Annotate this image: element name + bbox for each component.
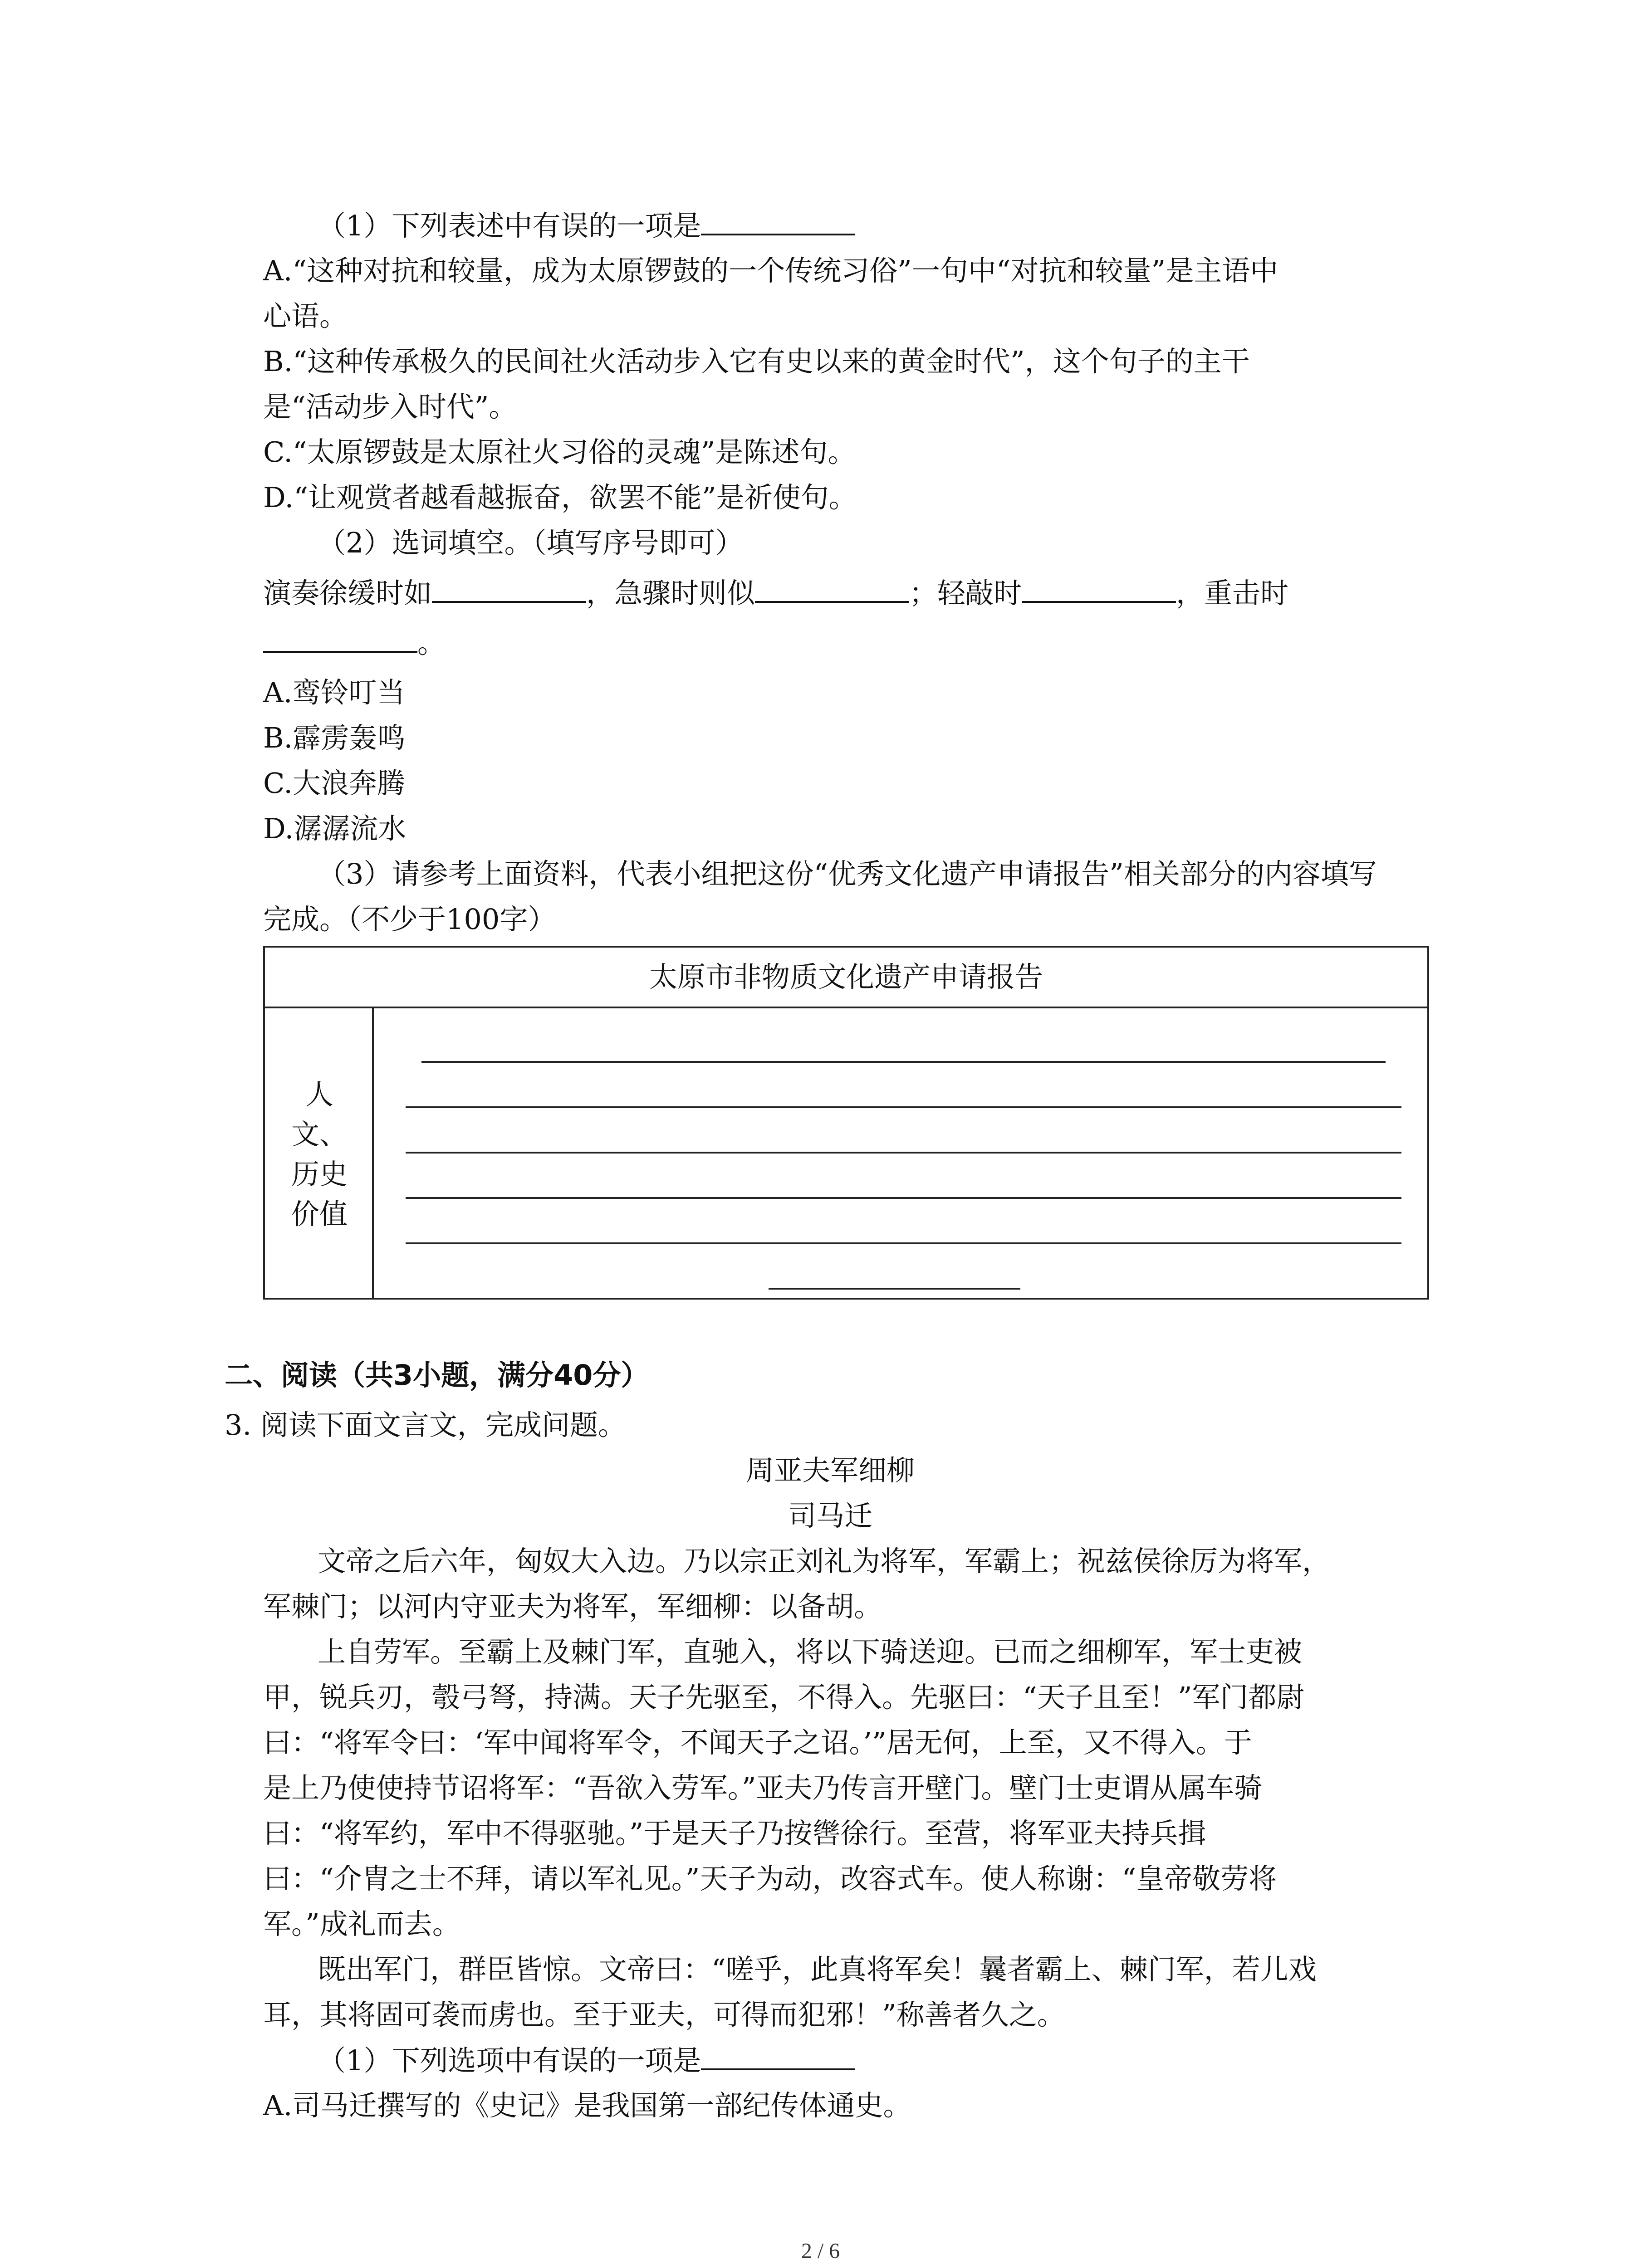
passage-line: 既出军门，群臣皆惊。文帝曰：“嗟乎，此真将军矣！曩者霸上、棘门军，若儿戏 <box>318 1953 1317 1986</box>
passage-author: 司马迁 <box>788 1499 872 1532</box>
fill-blank-2[interactable] <box>755 574 909 603</box>
q2-sub1-option-d: D.“让观赏者越看越振奋，欲罢不能”是祈使句。 <box>263 481 857 514</box>
writing-line[interactable] <box>406 1106 1401 1108</box>
q2-sub1-option-a: A.“这种对抗和较量，成为太原锣鼓的一个传统习俗”一句中“对抗和较量”是主语中 <box>263 254 1279 287</box>
answer-blank[interactable] <box>701 206 855 235</box>
passage-line: 曰：“将军约，军中不得驱驰。”于是天子乃按辔徐行。至营，将军亚夫持兵揖 <box>263 1817 1206 1850</box>
q2-sub2-stem: （2）选词填空。（填写序号即可） <box>318 526 744 559</box>
fill-blank-3[interactable] <box>1022 574 1176 603</box>
table-title: 太原市非物质文化遗产申请报告 <box>265 948 1427 1008</box>
q2-sub3-stem-cont: 完成。（不少于100字） <box>263 903 556 936</box>
table-label-cell <box>265 1007 374 1300</box>
q2-sub1-option-b-cont: 是“活动步入时代”。 <box>263 390 517 423</box>
report-table <box>263 946 1429 1300</box>
page-number: 2 / 6 <box>801 2239 840 2263</box>
q3-sub1-option-a: A.司马迁撰写的《史记》是我国第一部纪传体通史。 <box>263 2089 911 2122</box>
passage-line: 曰：“介胄之士不拜，请以军礼见。”天子为动，改容式车。使人称谢：“皇帝敬劳将 <box>263 1862 1277 1895</box>
writing-line[interactable] <box>769 1288 1020 1290</box>
q2-sub1-option-b: B.“这种传承极久的民间社火活动步入它有史以来的黄金时代”，这个句子的主干 <box>263 345 1250 378</box>
q2-sub2-fill-line: 演奏徐缓时如 ，急骤时则似 ；轻敲时 ，重击时 <box>263 574 1434 612</box>
passage-line: 上自劳军。至霸上及棘门军，直驰入，将以下骑送迎。已而之细柳军，军士吏被 <box>318 1635 1303 1668</box>
q2-sub1-option-c: C.“太原锣鼓是太原社火习俗的灵魂”是陈述句。 <box>263 435 856 469</box>
q2-sub2-option-d: D.潺潺流水 <box>263 812 407 845</box>
passage-title: 周亚夫军细柳 <box>745 1454 915 1487</box>
passage-line: 是上乃使使持节诏将军：“吾欲入劳军。”亚夫乃传言开壁门。壁门士吏谓从属车骑 <box>263 1771 1263 1804</box>
section-heading: 二、阅读（共3小题，满分40分） <box>225 1359 649 1392</box>
passage-line: 军。”成礼而去。 <box>263 1907 460 1941</box>
passage-line: 文帝之后六年，匈奴大入边。乃以宗正刘礼为将军，军霸上；祝兹侯徐厉为将军， <box>318 1545 1331 1578</box>
writing-line[interactable] <box>421 1061 1386 1063</box>
passage-line: 军棘门；以河内守亚夫为将军，军细柳：以备胡。 <box>263 1590 882 1623</box>
table-label: 人 文、 历史 价值 <box>291 1078 348 1231</box>
answer-blank[interactable] <box>701 2041 855 2070</box>
q2-sub2-option-a: A.鸾铃叮当 <box>263 676 405 709</box>
fill-blank-4[interactable] <box>263 624 417 653</box>
q3-sub1-stem: （1）下列选项中有误的一项是 <box>318 2041 1488 2080</box>
q2-sub2-option-b: B.霹雳轰鸣 <box>263 721 406 754</box>
q2-sub2-option-c: C.大浪奔腾 <box>263 767 405 800</box>
writing-line[interactable] <box>406 1152 1401 1154</box>
q2-sub1-option-a-cont: 心语。 <box>263 299 348 332</box>
writing-line[interactable] <box>406 1242 1401 1244</box>
passage-line: 曰：“将军令曰：‘军中闻将军令，不闻天子之诏。’”居无何，上至，又不得入。于 <box>263 1726 1252 1759</box>
writing-line[interactable] <box>406 1197 1401 1199</box>
q2-sub2-fill-line-2: 。 <box>263 624 1434 662</box>
passage-line: 甲，锐兵刃，彀弓弩，持满。天子先驱至，不得入。先驱曰：“天子且至！”军门都尉 <box>263 1681 1305 1714</box>
q3-stem: 3. 阅读下面文言文，完成问题。 <box>225 1408 626 1442</box>
passage-line: 耳，其将固可袭而虏也。至于亚夫，可得而犯邪！”称善者久之。 <box>263 1998 1065 2031</box>
q2-sub3-stem: （3）请参考上面资料，代表小组把这份“优秀文化遗产申请报告”相关部分的内容填写 <box>318 857 1377 890</box>
fill-blank-1[interactable] <box>432 574 586 603</box>
q2-sub1-stem: （1）下列表述中有误的一项是 <box>318 206 1488 245</box>
